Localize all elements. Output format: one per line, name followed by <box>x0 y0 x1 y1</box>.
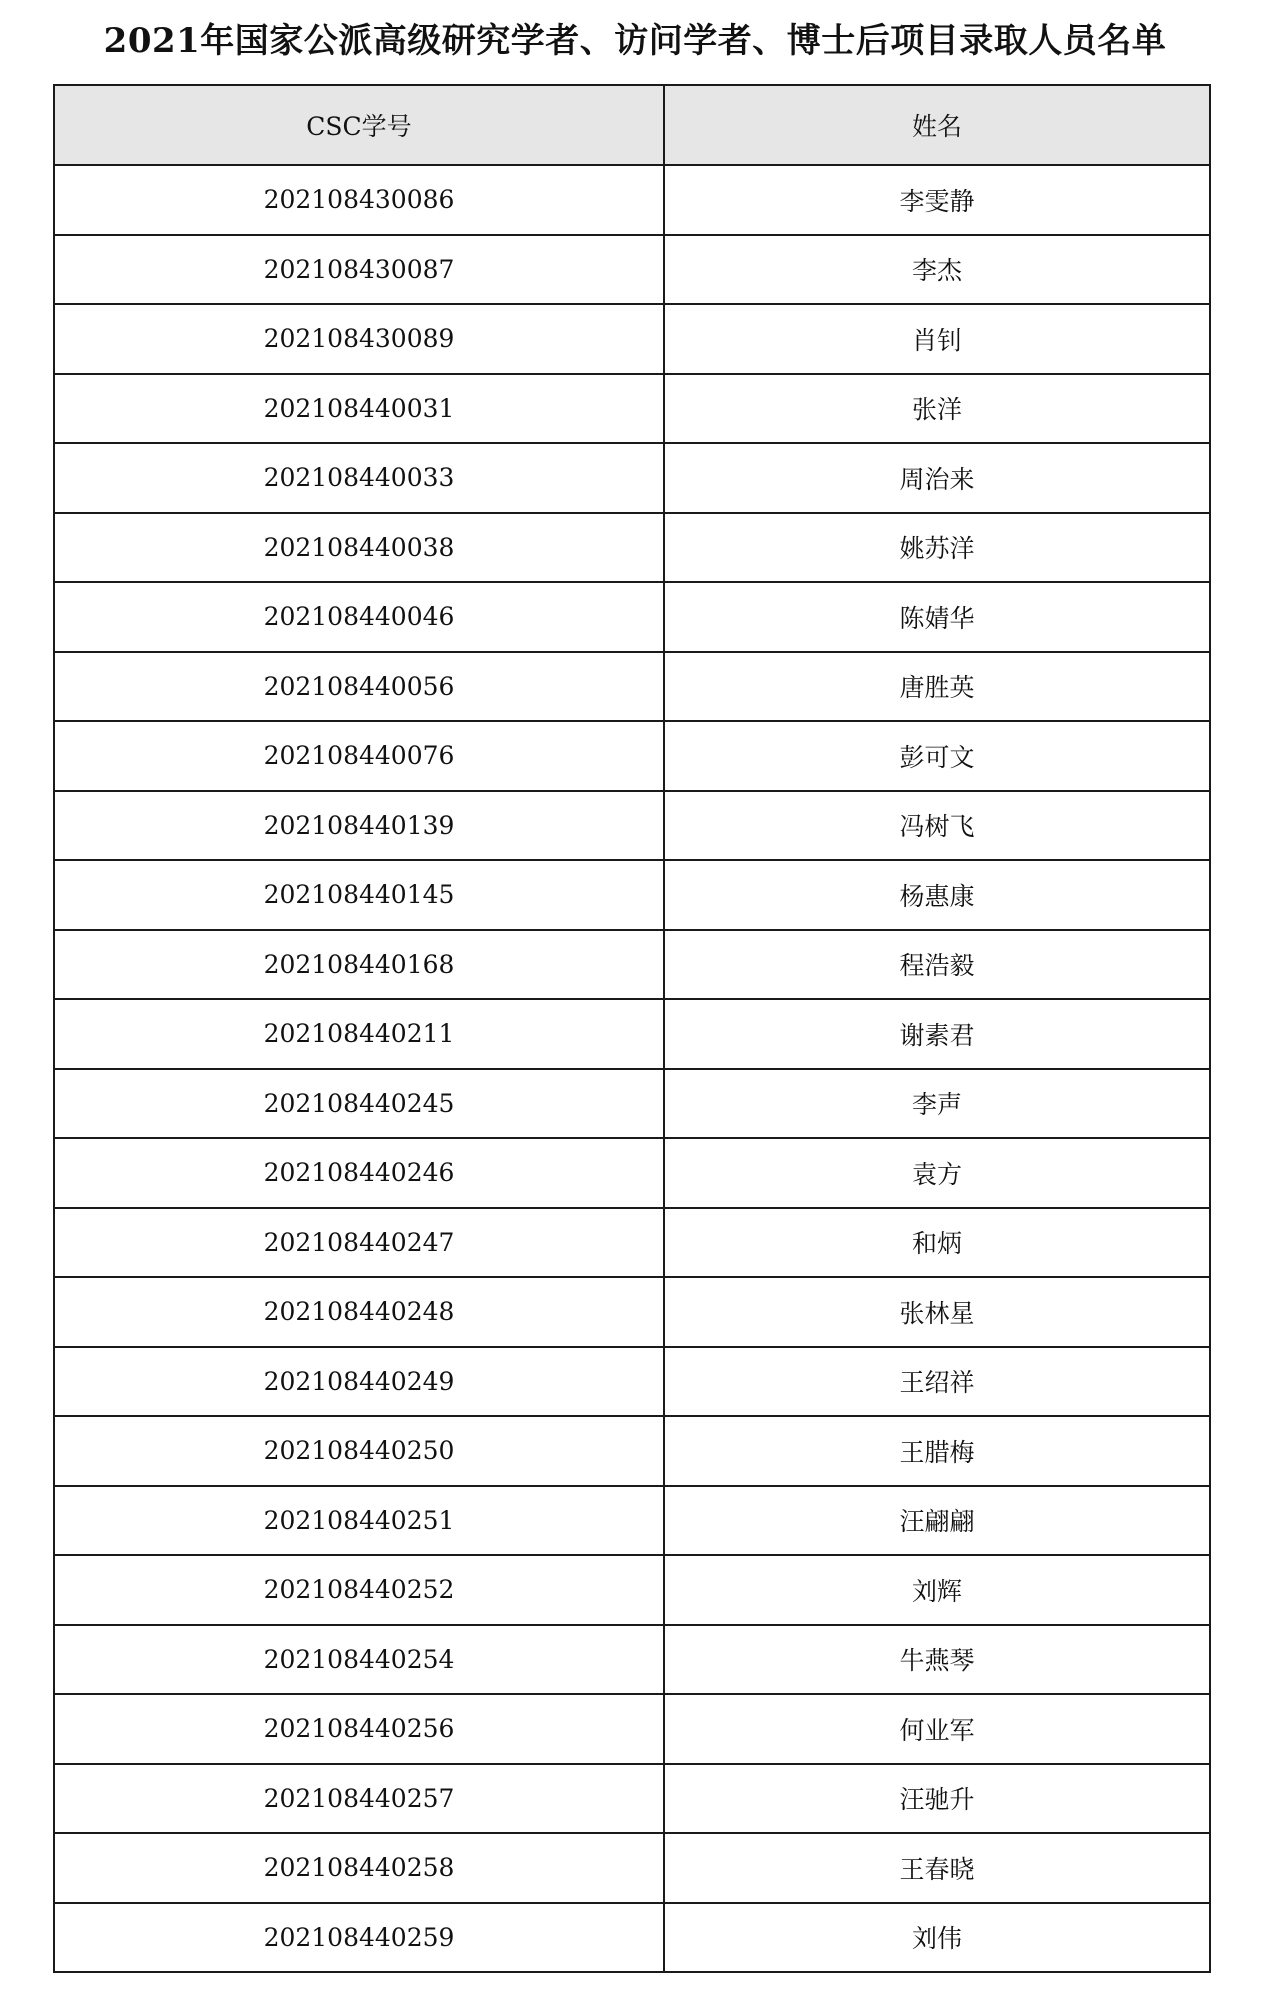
table-row <box>54 235 1210 305</box>
table-row <box>54 721 1210 791</box>
name-cell: 王腊梅 <box>664 1416 1210 1486</box>
csc-id-cell: 202108440056 <box>54 652 664 722</box>
name-cell: 牛燕琴 <box>664 1625 1210 1695</box>
table-row <box>54 930 1210 1000</box>
csc-id-cell: 202108440251 <box>54 1486 664 1556</box>
csc-id-cell: 202108440247 <box>54 1208 664 1278</box>
table-row <box>54 1694 1210 1764</box>
table-row <box>54 1138 1210 1208</box>
table-row <box>54 1277 1210 1347</box>
csc-id-cell: 202108440139 <box>54 791 664 861</box>
table-row <box>54 1555 1210 1625</box>
csc-id-cell: 202108440249 <box>54 1347 664 1417</box>
name-cell: 和炳 <box>664 1208 1210 1278</box>
table-row <box>54 165 1210 235</box>
page-title: 2021年国家公派高级研究学者、访问学者、博士后项目录取人员名单 <box>103 21 1167 61</box>
csc-id-cell: 202108440168 <box>54 930 664 1000</box>
csc-id-cell: 202108440076 <box>54 721 664 791</box>
table-row <box>54 304 1210 374</box>
name-cell: 张洋 <box>664 374 1210 444</box>
table-row <box>54 1625 1210 1695</box>
table-header-row <box>54 85 1210 165</box>
csc-id-cell: 202108440252 <box>54 1555 664 1625</box>
table-row <box>54 1416 1210 1486</box>
csc-id-cell: 202108440038 <box>54 513 664 583</box>
csc-id-cell: 202108440211 <box>54 999 664 1069</box>
csc-id-cell: 202108440033 <box>54 443 664 513</box>
table-row <box>54 1903 1210 1973</box>
admission-table <box>53 84 1211 1973</box>
name-cell: 李声 <box>664 1069 1210 1139</box>
name-cell: 何业军 <box>664 1694 1210 1764</box>
table-row <box>54 374 1210 444</box>
csc-id-cell: 202108440258 <box>54 1833 664 1903</box>
name-cell: 谢素君 <box>664 999 1210 1069</box>
name-cell: 王春晓 <box>664 1833 1210 1903</box>
csc-id-cell: 202108440259 <box>54 1903 664 1973</box>
csc-id-cell: 202108440246 <box>54 1138 664 1208</box>
table-row <box>54 443 1210 513</box>
name-cell: 汪驰升 <box>664 1764 1210 1834</box>
name-cell: 杨惠康 <box>664 860 1210 930</box>
name-cell: 李杰 <box>664 235 1210 305</box>
name-cell: 冯树飞 <box>664 791 1210 861</box>
name-cell: 周治来 <box>664 443 1210 513</box>
table-row <box>54 999 1210 1069</box>
csc-id-cell: 202108440046 <box>54 582 664 652</box>
csc-id-cell: 202108440145 <box>54 860 664 930</box>
name-cell: 王绍祥 <box>664 1347 1210 1417</box>
name-cell: 张林星 <box>664 1277 1210 1347</box>
name-cell: 刘伟 <box>664 1903 1210 1973</box>
column-header-csc-id: CSC学号 <box>54 85 664 165</box>
csc-id-cell: 202108430089 <box>54 304 664 374</box>
name-cell: 程浩毅 <box>664 930 1210 1000</box>
table-row <box>54 1347 1210 1417</box>
csc-id-cell: 202108440250 <box>54 1416 664 1486</box>
table-row <box>54 1833 1210 1903</box>
name-cell: 姚苏洋 <box>664 513 1210 583</box>
name-cell: 李雯静 <box>664 165 1210 235</box>
csc-id-cell: 202108440256 <box>54 1694 664 1764</box>
table-row <box>54 1764 1210 1834</box>
table-row <box>54 582 1210 652</box>
table-row <box>54 860 1210 930</box>
table-row <box>54 652 1210 722</box>
table-row <box>54 513 1210 583</box>
csc-id-cell: 202108430087 <box>54 235 664 305</box>
csc-id-cell: 202108440248 <box>54 1277 664 1347</box>
name-cell: 肖钊 <box>664 304 1210 374</box>
name-cell: 陈婧华 <box>664 582 1210 652</box>
name-cell: 唐胜英 <box>664 652 1210 722</box>
column-header-name: 姓名 <box>664 85 1210 165</box>
name-cell: 袁方 <box>664 1138 1210 1208</box>
table-row <box>54 1069 1210 1139</box>
name-cell: 汪翩翩 <box>664 1486 1210 1556</box>
csc-id-cell: 202108440257 <box>54 1764 664 1834</box>
table-row <box>54 791 1210 861</box>
csc-id-cell: 202108440254 <box>54 1625 664 1695</box>
csc-id-cell: 202108430086 <box>54 165 664 235</box>
name-cell: 彭可文 <box>664 721 1210 791</box>
csc-id-cell: 202108440245 <box>54 1069 664 1139</box>
table-row <box>54 1486 1210 1556</box>
csc-id-cell: 202108440031 <box>54 374 664 444</box>
name-cell: 刘辉 <box>664 1555 1210 1625</box>
table-row <box>54 1208 1210 1278</box>
